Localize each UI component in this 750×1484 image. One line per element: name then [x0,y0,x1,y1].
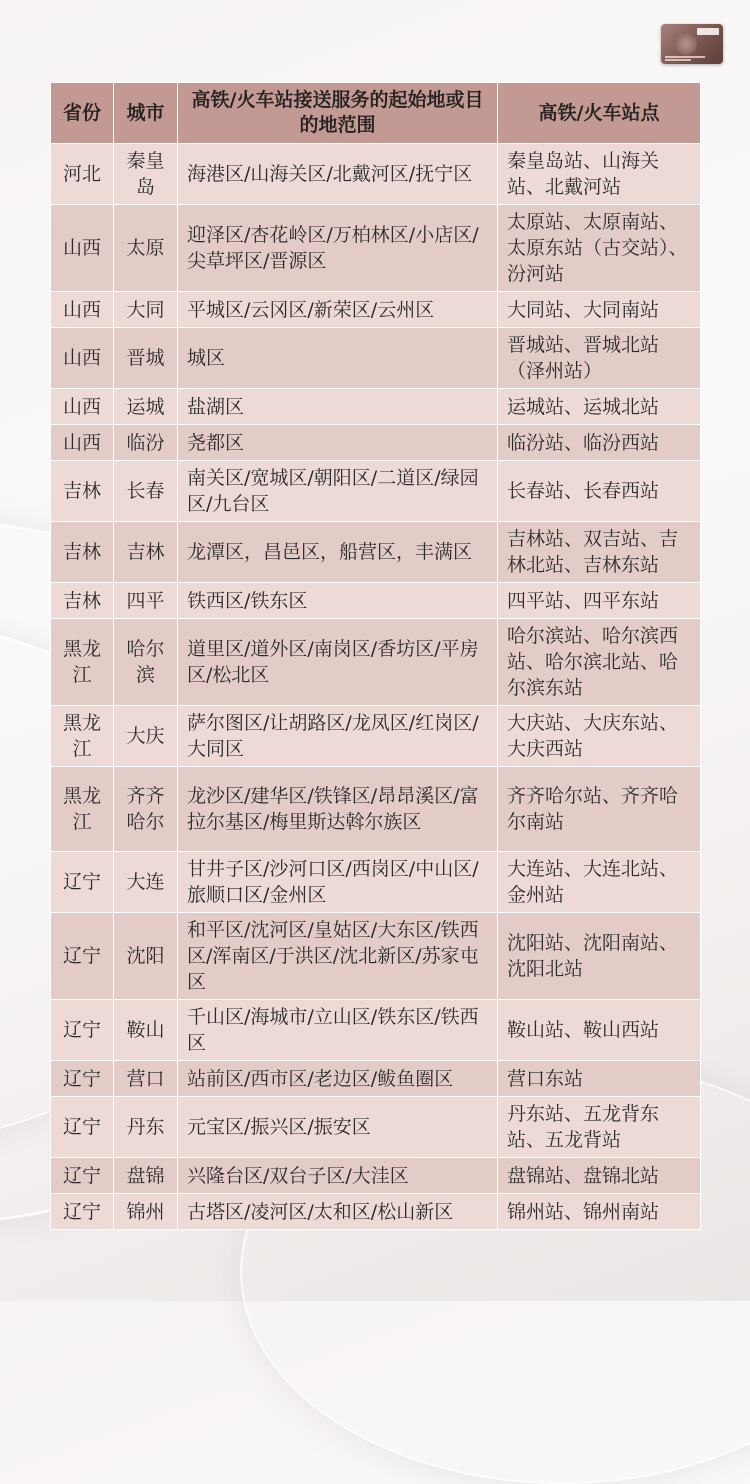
cell-stations: 运城站、运城北站 [498,389,701,425]
cell-province: 辽宁 [51,852,114,913]
cell-area: 萨尔图区/让胡路区/龙凤区/红岗区/大同区 [178,706,498,767]
cell-city: 太原 [114,205,178,292]
cell-stations: 哈尔滨站、哈尔滨西站、哈尔滨北站、哈尔滨东站 [498,619,701,706]
table-row [51,1061,701,1097]
table-row [51,205,701,292]
cell-area: 甘井子区/沙河口区/西岗区/中山区/旅顺口区/金州区 [178,852,498,913]
cell-area: 城区 [178,328,498,389]
cell-province: 山西 [51,292,114,328]
cell-area: 元宝区/振兴区/振安区 [178,1097,498,1158]
table-row [51,425,701,461]
cell-stations: 丹东站、五龙背东站、五龙背站 [498,1097,701,1158]
cell-city: 大庆 [114,706,178,767]
cell-stations: 齐齐哈尔站、齐齐哈尔南站 [498,767,701,852]
card-emblem [675,33,697,55]
table-row [51,1000,701,1061]
table-row [51,1158,701,1194]
table-row [51,144,701,205]
cell-city: 哈尔滨 [114,619,178,706]
table-row [51,1097,701,1158]
cell-stations: 晋城站、晋城北站（泽州站） [498,328,701,389]
cell-area: 盐湖区 [178,389,498,425]
table-row [51,767,701,852]
cell-province: 黑龙江 [51,706,114,767]
cell-city: 大连 [114,852,178,913]
cell-province: 辽宁 [51,1000,114,1061]
cell-area: 尧都区 [178,425,498,461]
cell-province: 辽宁 [51,1061,114,1097]
cell-province: 辽宁 [51,1158,114,1194]
cell-province: 吉林 [51,583,114,619]
card-text-line [665,59,691,61]
cell-city: 长春 [114,461,178,522]
cell-area: 铁西区/铁东区 [178,583,498,619]
header-area: 高铁/火车站接送服务的起始地或目的地范围 [178,83,498,144]
cell-province: 辽宁 [51,1194,114,1230]
cell-province: 辽宁 [51,913,114,1000]
header-city: 城市 [114,83,178,144]
cell-province: 黑龙江 [51,767,114,852]
cell-province: 山西 [51,425,114,461]
cell-province: 黑龙江 [51,619,114,706]
cell-stations: 四平站、四平东站 [498,583,701,619]
cell-city: 沈阳 [114,913,178,1000]
cell-province: 吉林 [51,522,114,583]
cell-stations: 临汾站、临汾西站 [498,425,701,461]
cell-city: 四平 [114,583,178,619]
cell-area: 古塔区/凌河区/太和区/松山新区 [178,1194,498,1230]
cell-stations: 大连站、大连北站、金州站 [498,852,701,913]
cell-city: 丹东 [114,1097,178,1158]
card-brand-mark [697,28,719,35]
cell-stations: 长春站、长春西站 [498,461,701,522]
cell-area: 道里区/道外区/南岗区/香坊区/平房区/松北区 [178,619,498,706]
table-row [51,389,701,425]
cell-area: 南关区/宽城区/朝阳区/二道区/绿园区/九台区 [178,461,498,522]
cell-province: 吉林 [51,461,114,522]
table-row [51,852,701,913]
cell-stations: 大同站、大同南站 [498,292,701,328]
cell-province: 辽宁 [51,1097,114,1158]
cell-stations: 营口东站 [498,1061,701,1097]
table-row [51,292,701,328]
table-body [51,144,701,1230]
cell-area: 迎泽区/杏花岭区/万柏林区/小店区/尖草坪区/晋源区 [178,205,498,292]
cell-stations: 盘锦站、盘锦北站 [498,1158,701,1194]
cell-city: 盘锦 [114,1158,178,1194]
cell-area: 兴隆台区/双台子区/大洼区 [178,1158,498,1194]
cell-city: 营口 [114,1061,178,1097]
cell-area: 和平区/沈河区/皇姑区/大东区/铁西区/浑南区/于洪区/沈北新区/苏家屯区 [178,913,498,1000]
cell-city: 秦皇岛 [114,144,178,205]
cell-city: 吉林 [114,522,178,583]
cell-area: 龙沙区/建华区/铁锋区/昂昂溪区/富拉尔基区/梅里斯达斡尔族区 [178,767,498,852]
table-row [51,1194,701,1230]
header-province: 省份 [51,83,114,144]
table-row [51,619,701,706]
cell-city: 鞍山 [114,1000,178,1061]
cell-stations: 锦州站、锦州南站 [498,1194,701,1230]
cell-city: 齐齐哈尔 [114,767,178,852]
table-row [51,522,701,583]
table-row [51,583,701,619]
cell-stations: 鞍山站、鞍山西站 [498,1000,701,1061]
cell-province: 山西 [51,328,114,389]
cell-area: 平城区/云冈区/新荣区/云州区 [178,292,498,328]
table-header-row [51,83,701,144]
cell-area: 龙潭区，昌邑区，船营区，丰满区 [178,522,498,583]
cell-stations: 吉林站、双吉站、吉林北站、吉林东站 [498,522,701,583]
table-row [51,461,701,522]
card-text-line [665,56,705,58]
credit-card-logo [661,24,723,64]
cell-city: 临汾 [114,425,178,461]
cell-city: 锦州 [114,1194,178,1230]
cell-province: 山西 [51,389,114,425]
cell-area: 千山区/海城市/立山区/铁东区/铁西区 [178,1000,498,1061]
cell-stations: 沈阳站、沈阳南站、沈阳北站 [498,913,701,1000]
cell-stations: 太原站、太原南站、太原东站（古交站）、汾河站 [498,205,701,292]
cell-city: 运城 [114,389,178,425]
table-row [51,328,701,389]
station-service-table [50,82,701,1230]
cell-city: 晋城 [114,328,178,389]
cell-province: 河北 [51,144,114,205]
cell-province: 山西 [51,205,114,292]
table-row [51,913,701,1000]
cell-area: 海港区/山海关区/北戴河区/抚宁区 [178,144,498,205]
cell-stations: 秦皇岛站、山海关站、北戴河站 [498,144,701,205]
cell-area: 站前区/西市区/老边区/鲅鱼圈区 [178,1061,498,1097]
header-stations: 高铁/火车站点 [498,83,701,144]
cell-city: 大同 [114,292,178,328]
table-row [51,706,701,767]
cell-stations: 大庆站、大庆东站、大庆西站 [498,706,701,767]
